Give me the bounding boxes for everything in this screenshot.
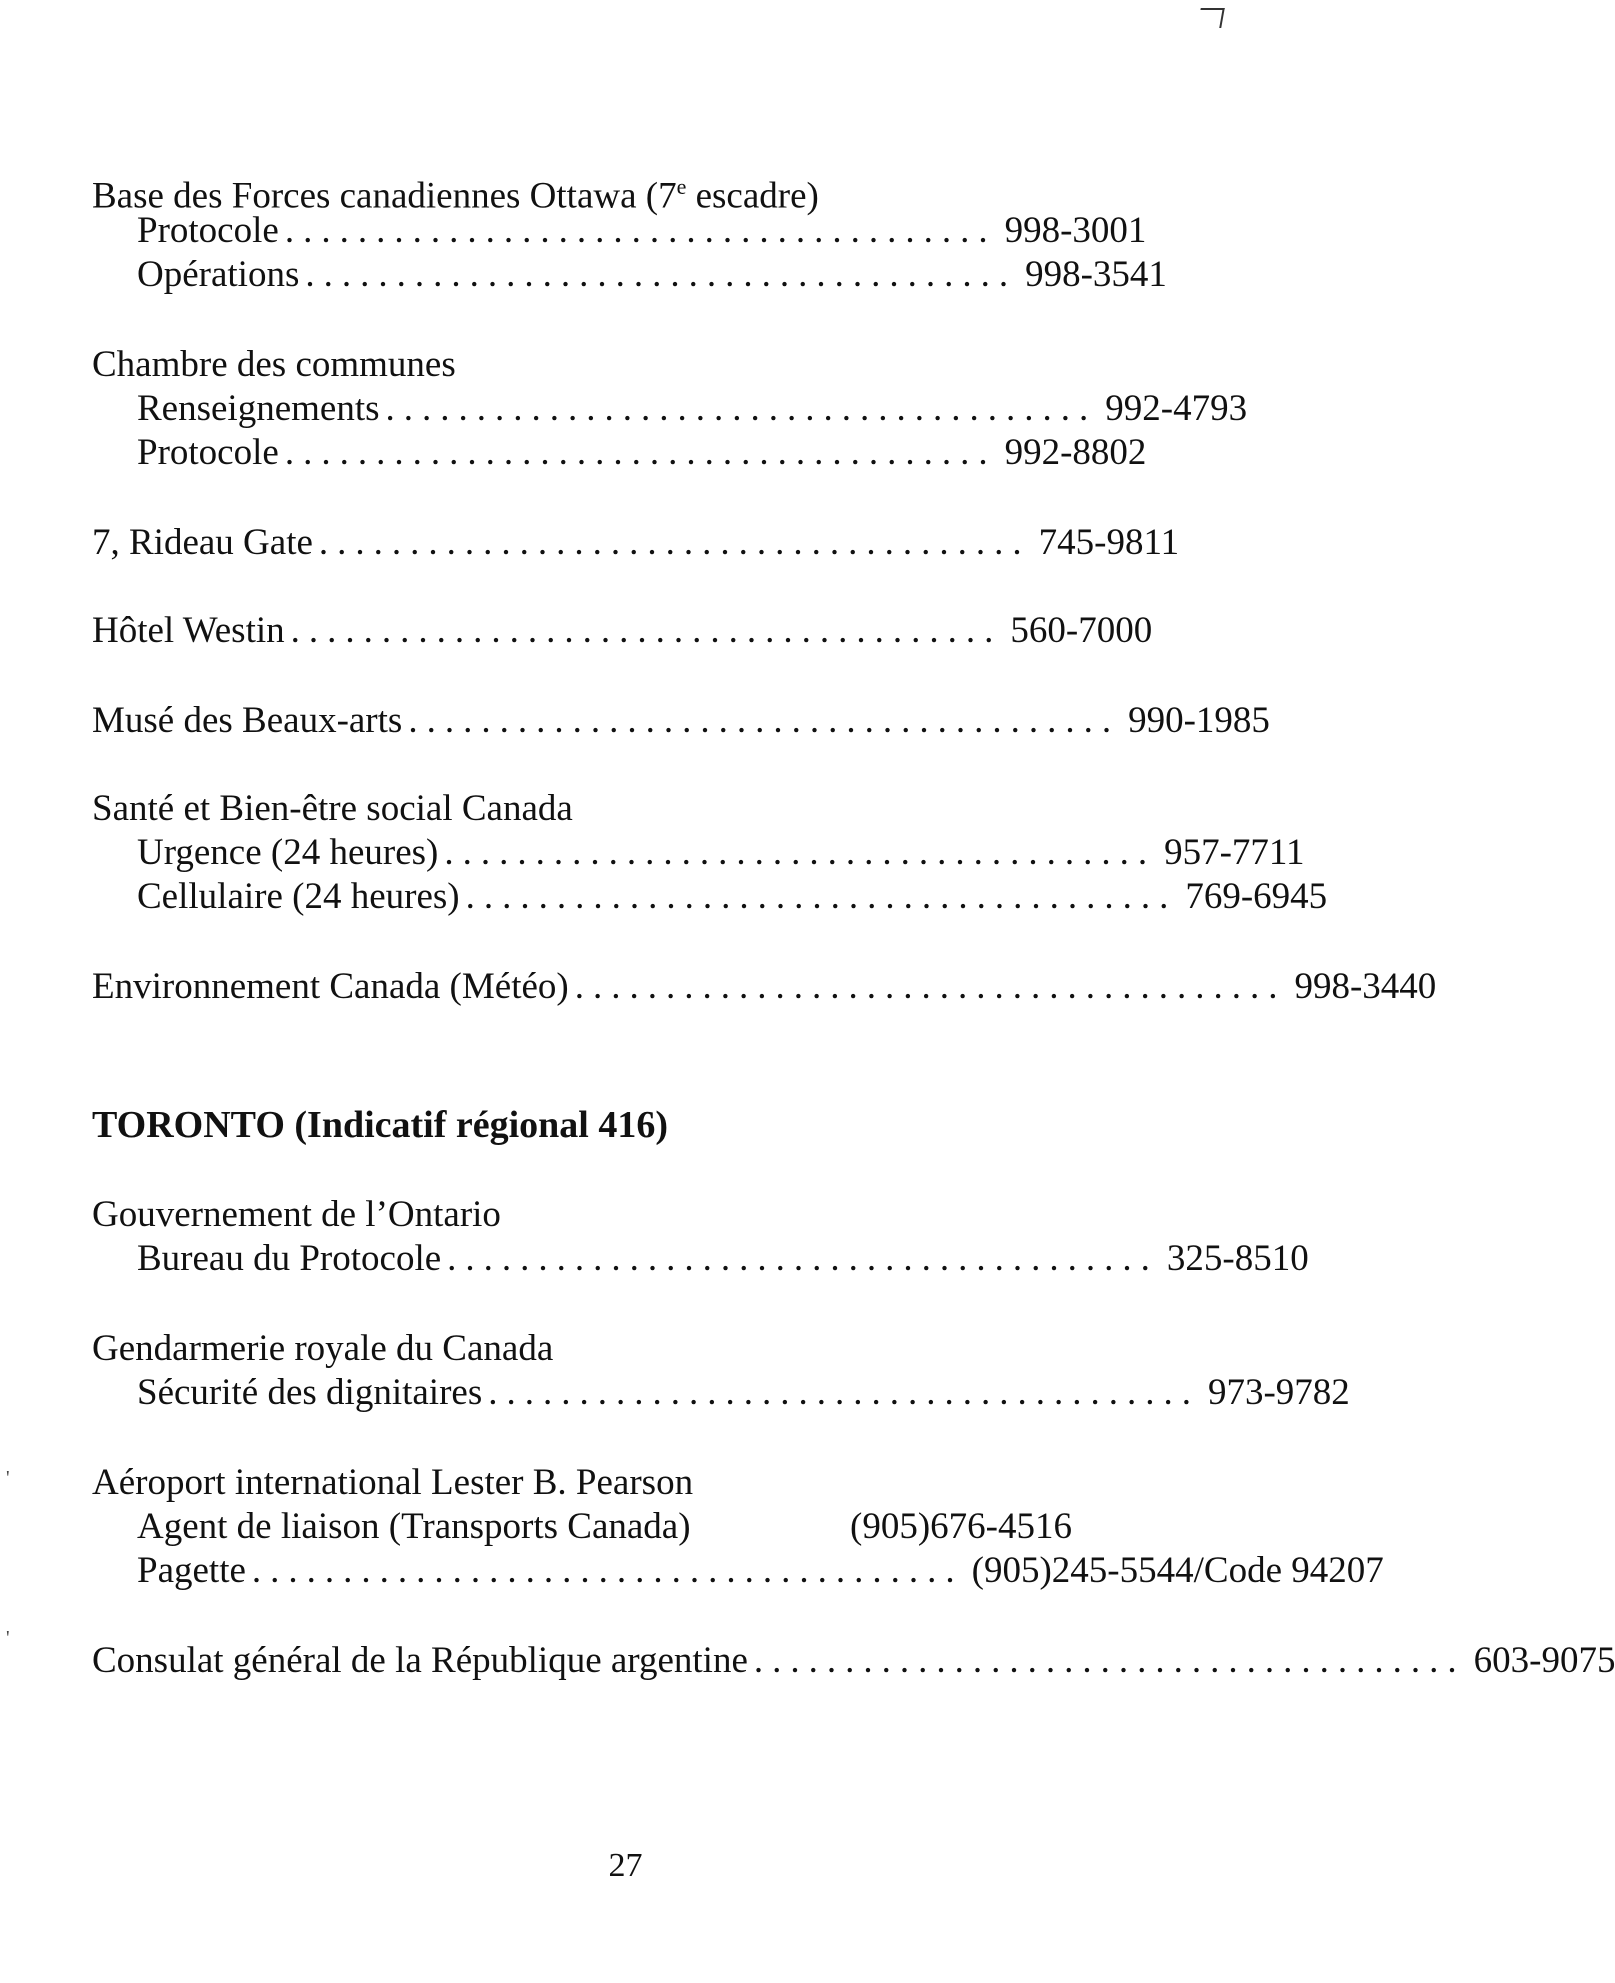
- directory-entry: [137, 874, 1328, 920]
- entry-label: Protocole: [137, 210, 279, 251]
- directory-entry: [137, 1236, 1309, 1282]
- entry-label: Pagette: [137, 1550, 246, 1591]
- phone-number: 990-1985: [1128, 700, 1270, 741]
- entry-label: Renseignements: [137, 388, 380, 429]
- phone-number: 560-7000: [1010, 610, 1153, 651]
- dot-leader: .......................................: [318, 522, 1031, 563]
- directory-entry: [137, 208, 1147, 254]
- entry-label: Agent de liaison (Transports Canada): [137, 1506, 691, 1547]
- entry-label: Hôtel Westin: [92, 610, 285, 651]
- entry-label: Sécurité des dignitaires: [137, 1372, 483, 1413]
- margin-mark: ': [6, 1467, 10, 1489]
- entry-label: Aéroport international Lester B. Pearson: [92, 1462, 694, 1503]
- phone-number: 973-9782: [1207, 1372, 1350, 1413]
- entry-heading: [92, 1326, 1072, 1372]
- phone-number: 603-9075: [1473, 1640, 1615, 1681]
- dot-leader: .......................................: [251, 1550, 964, 1591]
- entry-label: Santé et Bien-être social Canada: [92, 788, 573, 829]
- phone-number: (905)676-4516: [850, 1506, 1072, 1547]
- directory-entry: [137, 252, 1167, 298]
- entry-label: Urgence (24 heures): [137, 832, 439, 873]
- dot-leader: .......................................: [447, 1238, 1159, 1279]
- entry-label: Protocole: [137, 432, 279, 473]
- entry-heading: [92, 786, 1072, 832]
- phone-number: 325-8510: [1166, 1238, 1309, 1279]
- section-heading-toronto: [92, 1102, 1072, 1148]
- dot-leader: .......................................: [753, 1640, 1466, 1681]
- page-number: 27: [608, 1847, 643, 1884]
- entry-label: Gendarmerie royale du Canada: [92, 1328, 554, 1369]
- phone-number: 998-3541: [1025, 254, 1167, 295]
- corner-mark: [1197, 8, 1225, 28]
- dot-leader: .......................................: [574, 966, 1287, 1007]
- entry-label: Consulat général de la République argentine: [92, 1640, 748, 1681]
- directory-entry: [92, 520, 1180, 566]
- entry-label: 7, Rideau Gate: [92, 522, 313, 563]
- directory-entry: [137, 1548, 1384, 1594]
- directory-entry: [137, 830, 1305, 876]
- phone-number: 992-8802: [1004, 432, 1147, 473]
- margin-mark: ': [6, 1627, 10, 1649]
- dot-leader: .......................................: [444, 832, 1157, 873]
- dot-leader: .......................................: [408, 700, 1121, 741]
- dot-leader: .......................................: [290, 610, 1003, 651]
- phone-number: (905)245-5544/Code 94207: [971, 1550, 1384, 1591]
- phone-number: 745-9811: [1038, 522, 1180, 563]
- directory-entry: [92, 698, 1270, 744]
- entry-label: Environnement Canada (Météo): [92, 966, 569, 1007]
- phone-number: 957-7711: [1164, 832, 1305, 873]
- phone-number: 992-4793: [1105, 388, 1248, 429]
- entry-label: Cellulaire (24 heures): [137, 876, 460, 917]
- entry-label: Chambre des communes: [92, 344, 456, 385]
- directory-entry: [137, 430, 1147, 476]
- entry-heading: [92, 342, 1072, 388]
- entry-label: Bureau du Protocole: [137, 1238, 442, 1279]
- phone-number: 998-3440: [1294, 966, 1437, 1007]
- directory-entry: [92, 1638, 1615, 1684]
- directory-entry: [92, 964, 1437, 1010]
- entry-label: Musé des Beaux-arts: [92, 700, 403, 741]
- entry-heading: [92, 1192, 1072, 1238]
- entry-label: Opérations: [137, 254, 300, 295]
- dot-leader: .......................................: [465, 876, 1178, 917]
- dot-leader: .......................................: [385, 388, 1098, 429]
- phone-number: 998-3001: [1004, 210, 1147, 251]
- entry-heading: [92, 1460, 1072, 1506]
- dot-leader: .......................................: [284, 432, 997, 473]
- section-title: TORONTO (Indicatif régional 416): [92, 1104, 669, 1146]
- directory-entry: [137, 1370, 1350, 1416]
- phone-number: 769-6945: [1185, 876, 1328, 917]
- dot-leader: .......................................: [305, 254, 1018, 295]
- entry-label: Base des Forces canadiennes Ottawa (7e escadre): [92, 174, 819, 217]
- directory-entry: [92, 608, 1153, 654]
- directory-entry: [137, 386, 1248, 432]
- directory-entry: [137, 1504, 1072, 1550]
- dot-leader: .......................................: [284, 210, 997, 251]
- entry-heading-base-forces: [92, 164, 1072, 217]
- entry-label: Gouvernement de l’Ontario: [92, 1194, 501, 1235]
- dot-leader: .......................................: [488, 1372, 1200, 1413]
